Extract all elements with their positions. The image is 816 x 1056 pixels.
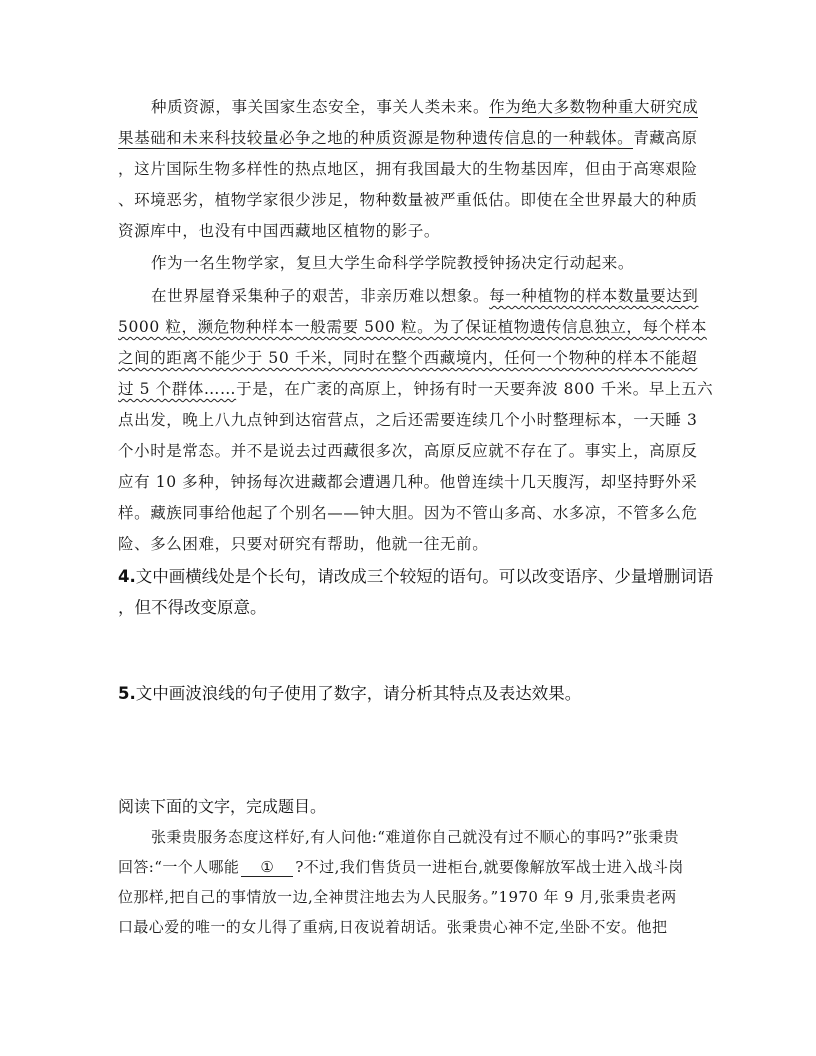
question-text: 文中画横线处是个长句，请改成三个较短的语句。可以改变语序、少量增删词语 [135, 567, 714, 586]
text-line: 张秉贵服务态度这样好,有人问他:“难道你自己就没有过不顺心的事吗?”张秉贵 [151, 828, 680, 846]
text-line: 资源库中，也没有中国西藏地区植物的影子。 [118, 222, 441, 240]
question-number: 4. [118, 567, 136, 586]
question-5 [118, 678, 708, 709]
text-segment: 于是，在广袤的高原上，钟扬有时一天要奔波 800 千米。早上五六 [236, 380, 714, 398]
text-line: 口最心爱的唯一的女儿得了重病,日夜说着胡话。张秉贵心神不定,坐卧不安。他把 [118, 918, 668, 936]
text-line: ，这片国际生物多样性的热点地区，拥有我国最大的生物基因库，但由于高寒艰险 [118, 160, 698, 178]
wavy-underlined-sentence: 之间的距离不能少于 50 千米，同时在整个西藏境内，任何一个物种的样本不能超 [118, 349, 698, 367]
wavy-underlined-sentence: 5000 粒，濒危物种样本一般需要 500 粒。为了保证植物遗传信息独立，每个样本 [118, 318, 707, 336]
text-line: 位那样,把自己的事情放一边,全神贯注地去为人民服务。”1970 年 9 月,张秉贵老两 [118, 888, 677, 906]
text-segment: 种质资源，事关国家生态安全，事关人类未来。 [151, 98, 490, 116]
passage-2 [118, 822, 703, 942]
text-segment: 回答:“一个人哪能 [118, 858, 240, 876]
question-4 [118, 561, 714, 623]
passage-paragraph-2 [118, 248, 703, 279]
underlined-sentence: 作为绝大多数物种重大研究成 [489, 98, 699, 116]
text-segment: ?不过,我们售货员一进柜台,就要像解放军战士进入战斗岗 [295, 858, 684, 876]
text-line: 、环境恶劣，植物学家很少涉足，物种数量被严重低估。即使在全世界最大的种质 [118, 191, 698, 209]
question-text: 文中画波浪线的句子使用了数字，请分析其特点及表达效果。 [135, 684, 582, 703]
wavy-underlined-sentence: 每一种植物的样本数量要达到 [489, 287, 699, 305]
text-line: 个小时是常态。并不是说去过西藏很多次，高原反应就不存在了。事实上，高原反 [118, 442, 698, 460]
underlined-sentence: 果基础和未来科技较量必争之地的种质资源是物种遗传信息的一种载体。 [118, 129, 634, 147]
question-number: 5. [118, 684, 136, 703]
text-segment: 青藏高原 [633, 129, 698, 147]
text-line: 样。藏族同事给他起了个别名——钟大胆。因为不管山多高、水多凉，不管多么危 [118, 504, 698, 522]
text-line: 作为一名生物学家，复旦大学生命科学学院教授钟扬决定行动起来。 [151, 254, 635, 272]
fill-in-blank: ① [241, 858, 293, 877]
reading-prompt: 阅读下面的文字，完成题目。 [118, 797, 327, 816]
text-line: 应有 10 多种，钟扬每次进藏都会遭遇几种。他曾连续十几天腹泻，却坚持野外采 [118, 473, 698, 491]
passage-paragraph-1 [118, 92, 703, 247]
text-segment: 在世界屋脊采集种子的艰苦，非亲历难以想象。 [151, 287, 490, 305]
text-line: 点出发，晚上八九点钟到达宿营点，之后还需要连续几个小时整理标本，一天睡 3 [118, 411, 698, 429]
question-text: ，但不得改变原意。 [118, 598, 267, 617]
passage-paragraph-3 [118, 281, 714, 560]
wavy-underlined-sentence: 过 5 个群体…… [118, 380, 237, 398]
text-line: 险、多么困难，只要对研究有帮助，他就一往无前。 [118, 535, 489, 553]
